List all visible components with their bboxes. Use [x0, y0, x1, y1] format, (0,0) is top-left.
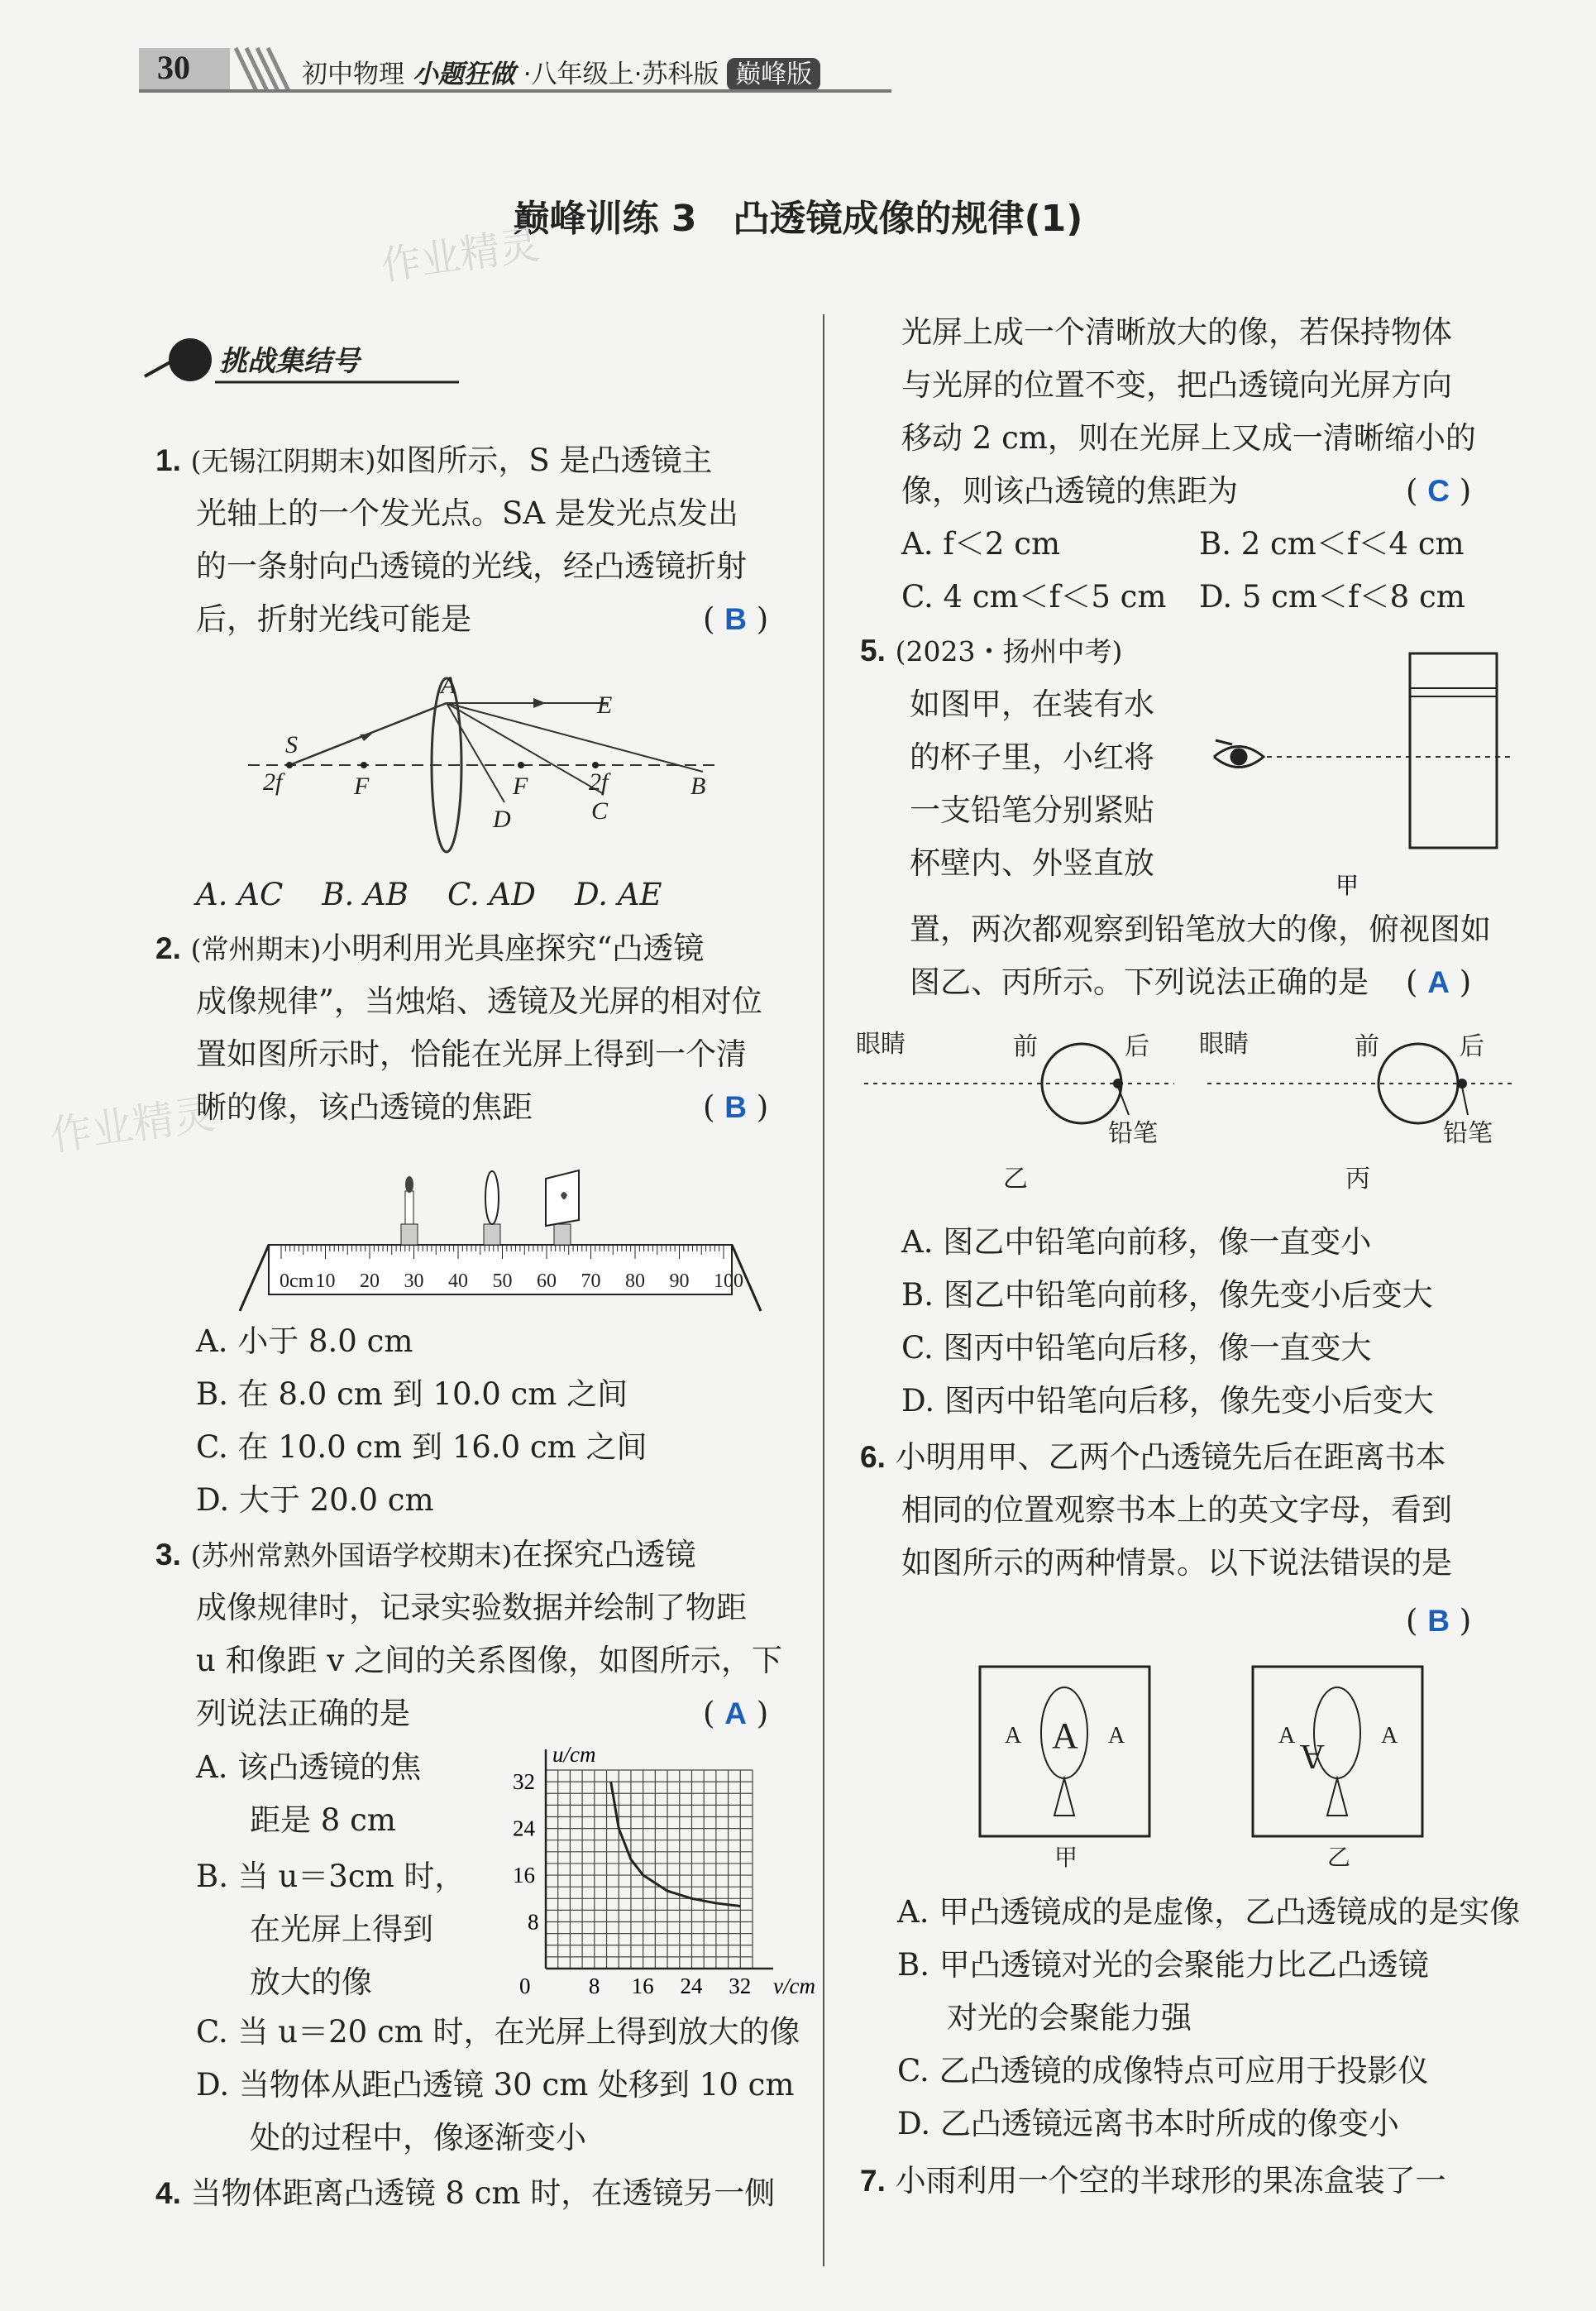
- q4-answer: ( C ): [1406, 473, 1472, 509]
- q3-option-b-cont2: 放大的像: [250, 1964, 372, 2000]
- q6-lens-figure: [976, 1663, 1439, 1878]
- q1-line2: 光轴上的一个发光点。SA 是发光点发出: [196, 495, 738, 531]
- q6-option-b-cont: 对光的会聚能力强: [947, 2000, 1192, 2036]
- watermark: 作业精灵: [378, 221, 542, 290]
- q6-option-a: A. 甲凸透镜成的是虚像，乙凸透镜成的是实像: [897, 1894, 1521, 1930]
- ruler-label: 80: [625, 1270, 645, 1292]
- q7-line1: 7. 小雨利用一个空的半球形的果冻盒装了一: [860, 2163, 1446, 2199]
- ruler-label: 40: [448, 1270, 468, 1292]
- page-title: 巅峰训练 3 凸透镜成像的规律(1): [513, 198, 1083, 240]
- ruler-label: 90: [669, 1270, 690, 1292]
- svg-text:A: A: [1005, 1723, 1022, 1749]
- eye-icon: [1214, 740, 1264, 768]
- svg-text:A: A: [1299, 1737, 1325, 1775]
- q3-option-d: D. 当物体从距凸透镜 30 cm 处移到 10 cm: [196, 2067, 795, 2103]
- q4-option-d: D. 5 cm＜f＜8 cm: [1199, 579, 1465, 615]
- svg-text:A: A: [1381, 1723, 1398, 1749]
- q6-answer: ( B ): [1406, 1603, 1472, 1639]
- candle: [405, 1191, 413, 1224]
- q2-line1: 2. (常州期末)小明利用光具座探究“凸透镜: [155, 931, 705, 966]
- x-tick-label: 24: [680, 1974, 703, 1998]
- q5-option-c: C. 图丙中铅笔向后移，像一直变大: [901, 1330, 1372, 1366]
- q3-line3: u 和像距 v 之间的关系图像，如图所示，下: [196, 1643, 783, 1678]
- q6-option-d: D. 乙凸透镜远离书本时所成的像变小: [897, 2106, 1399, 2141]
- q1-lens-diagram: [240, 670, 728, 844]
- ruler-label: 0cm: [280, 1270, 314, 1292]
- svg-text:眼睛: 眼睛: [1199, 1031, 1249, 1058]
- q4-option-c: C. 4 cm＜f＜5 cm: [901, 579, 1167, 615]
- svg-text:S: S: [285, 731, 298, 758]
- x-tick-label: 16: [631, 1974, 654, 1998]
- q3-uv-chart: [488, 1737, 815, 2002]
- q3-answer: ( A ): [703, 1696, 769, 1731]
- q5-line6: 置，两次都观察到铅笔放大的像，俯视图如: [910, 911, 1491, 947]
- ruler-label: 20: [360, 1270, 380, 1292]
- svg-text:B: B: [690, 773, 706, 800]
- x-tick-label: 8: [588, 1974, 600, 1998]
- q1-line1: 1. (无锡江阴期末)如图所示，S 是凸透镜主: [155, 443, 713, 478]
- uv-curve: [611, 1782, 741, 1906]
- q6-line2: 相同的位置观察书本上的英文字母，看到: [901, 1492, 1452, 1528]
- q3-option-c: C. 当 u＝20 cm 时，在光屏上得到放大的像: [196, 2014, 800, 2050]
- ruler-label: 10: [315, 1270, 336, 1292]
- x-axis-label: v/cm: [773, 1974, 815, 1998]
- q2-answer: ( B ): [703, 1089, 769, 1125]
- q3-option-a: A. 该凸透镜的焦: [196, 1749, 422, 1785]
- q2-optical-bench: [240, 1175, 769, 1315]
- svg-text:D: D: [493, 806, 511, 833]
- q2-option-b: B. 在 8.0 cm 到 10.0 cm 之间: [196, 1376, 628, 1412]
- q4-line2: 光屏上成一个清晰放大的像，若保持物体: [901, 314, 1452, 350]
- header-rule: [139, 89, 891, 93]
- svg-text:甲: 甲: [1336, 873, 1359, 899]
- svg-text:F: F: [354, 773, 370, 800]
- q6-line3: 如图所示的两种情景。以下说法错误的是: [901, 1545, 1452, 1581]
- q3-line1: 3. (苏州常熟外国语学校期末)在探究凸透镜: [155, 1537, 696, 1572]
- q3-option-b-cont: 在光屏上得到: [250, 1911, 433, 1947]
- q2-line3: 置如图所示时，恰能在光屏上得到一个清: [196, 1036, 747, 1072]
- svg-text:E: E: [597, 691, 613, 719]
- ruler-label: 70: [581, 1270, 601, 1292]
- svg-text:F: F: [513, 773, 528, 800]
- svg-text:A: A: [441, 672, 456, 699]
- q5-answer: ( A ): [1406, 964, 1472, 1000]
- y-axis-label: u/cm: [552, 1742, 596, 1767]
- q1-options: A. AC B. AB C. AD D. AE: [196, 877, 662, 912]
- watermark: 作业精灵: [47, 1089, 218, 1160]
- ruler-label: 100: [714, 1270, 743, 1292]
- q2-option-d: D. 大于 20.0 cm: [196, 1482, 434, 1518]
- q6-option-b: B. 甲凸透镜对光的会聚能力比乙凸透镜: [897, 1947, 1429, 1983]
- q5-option-d: D. 图丙中铅笔向后移，像先变小后变大: [901, 1383, 1434, 1419]
- flame-icon: [405, 1176, 413, 1193]
- q5-line1: 5. (2023・扬州中考): [860, 634, 1123, 667]
- q5-option-b: B. 图乙中铅笔向前移，像先变小后变大: [901, 1277, 1433, 1313]
- q4-option-a: A. f＜2 cm: [901, 526, 1061, 562]
- svg-text:A: A: [1278, 1723, 1296, 1749]
- q6-line1: 6. 小明用甲、乙两个凸透镜先后在距离书本: [860, 1439, 1446, 1475]
- svg-text:铅笔: 铅笔: [1443, 1120, 1493, 1147]
- svg-text:甲: 甲: [1054, 1845, 1078, 1871]
- y-tick-label: 32: [513, 1769, 535, 1795]
- svg-text:前: 前: [1355, 1033, 1379, 1060]
- svg-text:挑战集结号: 挑战集结号: [219, 347, 360, 377]
- q5-cup-figure: [1199, 637, 1522, 910]
- q5-top-views: [852, 1017, 1530, 1199]
- q4-line5: 像，则该凸透镜的焦距为: [901, 473, 1238, 509]
- q4-line4: 移动 2 cm，则在光屏上又成一清晰缩小的: [901, 420, 1476, 456]
- cup: [1410, 653, 1497, 848]
- edition-badge: 巅峰版: [727, 58, 820, 91]
- q2-line2: 成像规律”，当烛焰、透镜及光屏的相对位: [196, 983, 762, 1019]
- section-label: [132, 331, 463, 389]
- svg-text:乙: 乙: [1003, 1165, 1028, 1193]
- q3-option-b: B. 当 u＝3cm 时，: [196, 1859, 466, 1894]
- q5-option-a: A. 图乙中铅笔向前移，像一直变小: [901, 1224, 1372, 1260]
- header-title: 初中物理 小题狂做 ·八年级上·苏科版 巅峰版: [302, 53, 820, 90]
- svg-text:铅笔: 铅笔: [1108, 1120, 1158, 1147]
- lens: [485, 1171, 499, 1224]
- y-tick-label: 8: [528, 1909, 539, 1935]
- q4-option-b: B. 2 cm＜f＜4 cm: [1199, 526, 1465, 562]
- ray-AB: [447, 703, 703, 772]
- header-stripes-icon: [232, 48, 298, 91]
- y-tick-label: 16: [513, 1863, 535, 1888]
- ruler-label: 30: [404, 1270, 424, 1292]
- svg-text:后: 后: [1125, 1033, 1149, 1060]
- q1-answer: ( B ): [703, 601, 769, 637]
- ruler-label: 60: [537, 1270, 557, 1292]
- svg-text:丙: 丙: [1345, 1165, 1370, 1193]
- q1-line3: 的一条射向凸透镜的光线，经凸透镜折射: [196, 548, 747, 584]
- svg-text:A: A: [1108, 1723, 1125, 1749]
- x-tick-label: 32: [729, 1974, 752, 1998]
- svg-text:眼睛: 眼睛: [856, 1031, 906, 1058]
- q3-line2: 成像规律时，记录实验数据并绘制了物距: [196, 1590, 747, 1625]
- svg-text:2f: 2f: [263, 768, 283, 796]
- svg-text:C: C: [591, 797, 609, 825]
- svg-text:2f: 2f: [589, 768, 609, 796]
- column-divider: [823, 314, 824, 2266]
- x-tick-label: 0: [519, 1974, 531, 1998]
- q2-line4: 晰的像，该凸透镜的焦距: [196, 1089, 533, 1125]
- ray-AD: [447, 703, 504, 802]
- q5-line5: 杯壁内、外竖直放: [910, 845, 1154, 881]
- q3-line4: 列说法正确的是: [196, 1696, 410, 1731]
- ruler-label: 50: [492, 1270, 513, 1292]
- q6-option-c: C. 乙凸透镜的成像特点可应用于投影仪: [897, 2053, 1429, 2089]
- q2-option-c: C. 在 10.0 cm 到 16.0 cm 之间: [196, 1429, 647, 1465]
- q2-option-a: A. 小于 8.0 cm: [196, 1323, 413, 1359]
- page-number: 30: [157, 49, 190, 86]
- q5-line7: 图乙、丙所示。下列说法正确的是: [910, 964, 1369, 1000]
- svg-text:乙: 乙: [1327, 1845, 1351, 1871]
- q5-line3: 的杯子里，小红将: [910, 739, 1154, 775]
- q5-line4: 一支铅笔分别紧贴: [910, 792, 1154, 828]
- q4-line3: 与光屏的位置不变，把凸透镜向光屏方向: [901, 367, 1452, 403]
- q3-option-d-cont: 处的过程中，像逐渐变小: [250, 2120, 586, 2155]
- q5-line2: 如图甲，在装有水: [910, 687, 1154, 722]
- svg-text:后: 后: [1460, 1033, 1484, 1060]
- svg-text:A: A: [1052, 1715, 1078, 1756]
- svg-text:前: 前: [1013, 1033, 1038, 1060]
- q1-line4: 后，折射光线可能是: [196, 601, 471, 637]
- q4-line1: 4. 当物体距离凸透镜 8 cm 时，在透镜另一侧: [155, 2175, 776, 2211]
- y-tick-label: 24: [513, 1816, 535, 1841]
- q3-option-a-cont: 距是 8 cm: [250, 1802, 396, 1838]
